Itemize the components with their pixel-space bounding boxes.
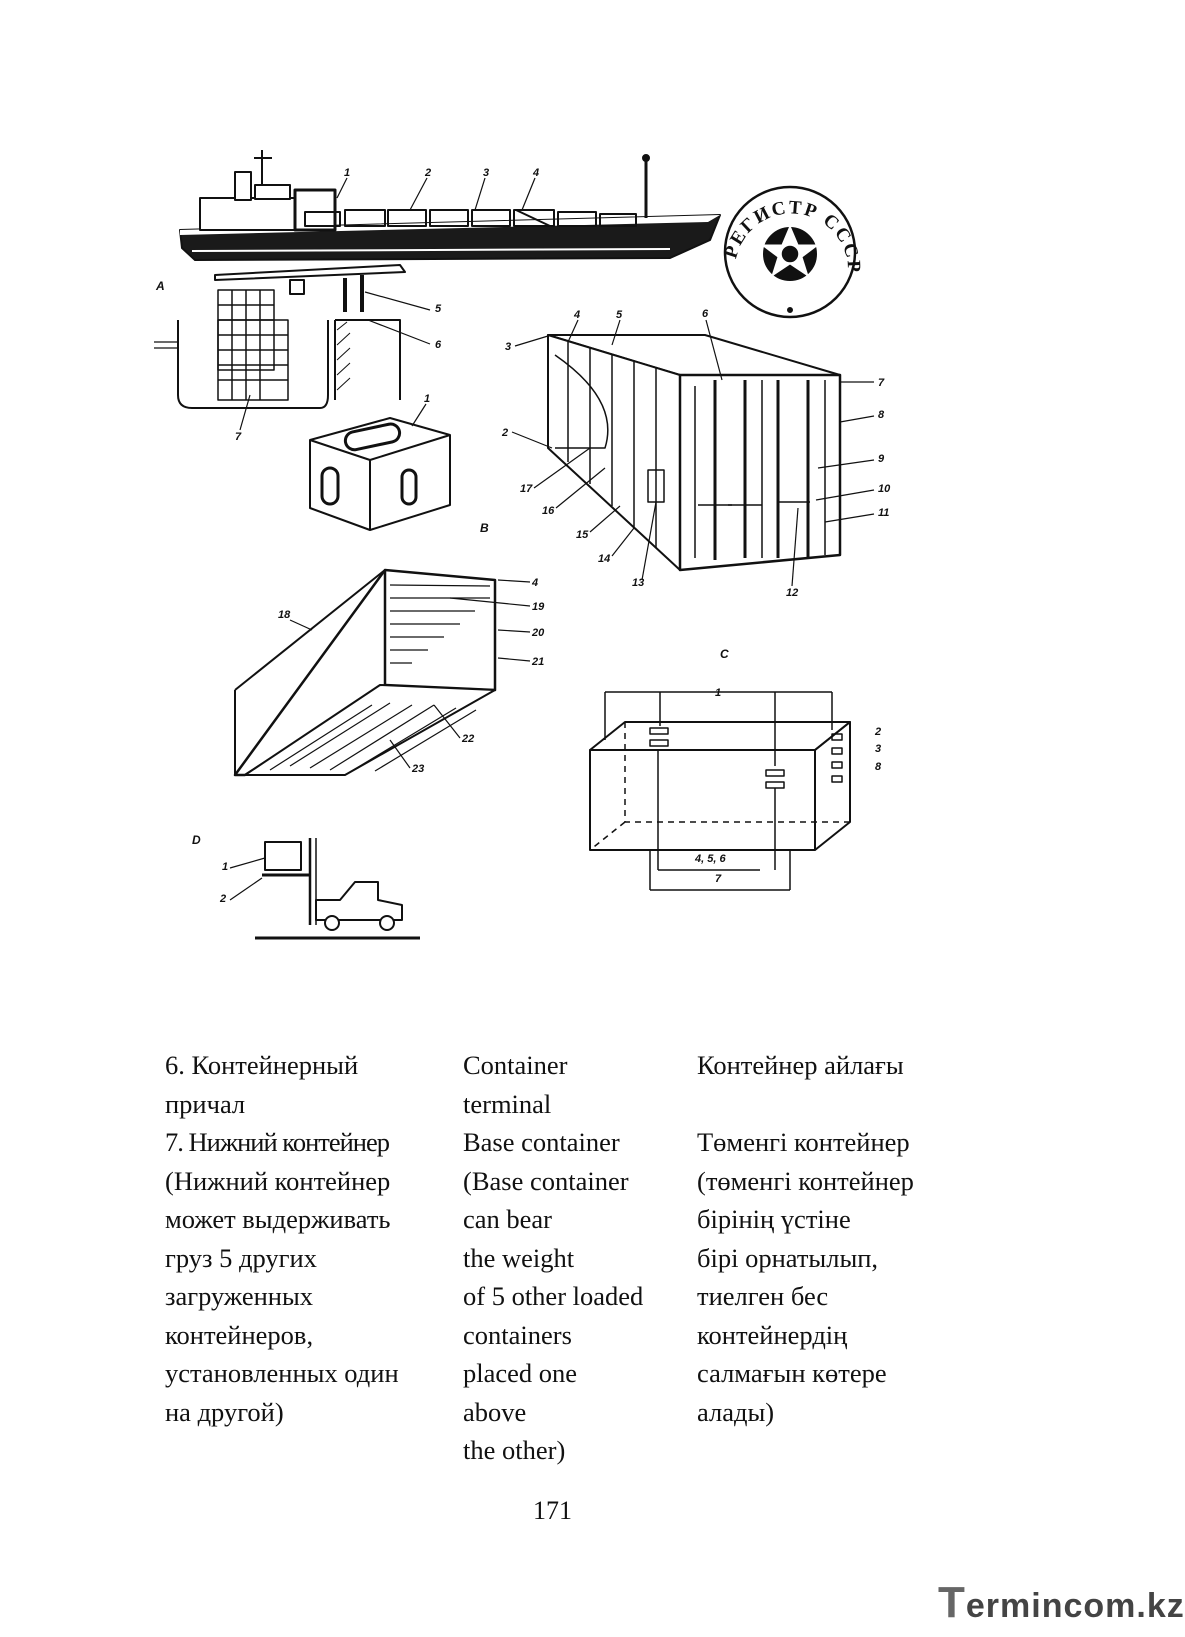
svg-text:3: 3 bbox=[875, 743, 882, 755]
container-schematic bbox=[590, 647, 882, 890]
ru-line: загруженных bbox=[165, 1281, 314, 1311]
register-stamp bbox=[720, 187, 864, 317]
svg-text:16: 16 bbox=[542, 505, 555, 517]
kazakh-column bbox=[697, 1046, 914, 1431]
watermark-first: T bbox=[938, 1578, 966, 1627]
svg-text:3: 3 bbox=[505, 341, 512, 353]
watermark-end: m.kz bbox=[1105, 1587, 1185, 1625]
en-line: (Base container bbox=[463, 1165, 629, 1196]
container-frame-drawing bbox=[235, 570, 545, 775]
section-label-b: B bbox=[480, 521, 489, 535]
ru-line: груз 5 других bbox=[165, 1242, 317, 1273]
svg-text:23: 23 bbox=[412, 763, 425, 775]
svg-text:2: 2 bbox=[875, 726, 882, 738]
svg-text:7: 7 bbox=[715, 873, 722, 885]
en-line: Container bbox=[463, 1050, 568, 1080]
berth-crane-drawing bbox=[154, 265, 442, 443]
en-line: above bbox=[463, 1396, 527, 1427]
svg-text:22: 22 bbox=[462, 733, 475, 745]
svg-text:4: 4 bbox=[574, 309, 581, 321]
ru-line: установленных один bbox=[165, 1358, 399, 1388]
svg-text:5: 5 bbox=[435, 303, 442, 315]
english-column bbox=[463, 1046, 643, 1470]
ru-line: причал bbox=[165, 1088, 246, 1119]
forklift-drawing bbox=[192, 833, 420, 938]
en-line: can bear bbox=[463, 1204, 552, 1234]
svg-text:6: 6 bbox=[702, 308, 709, 320]
svg-text:4: 4 bbox=[532, 577, 539, 589]
ru-line: (Нижний контейнер bbox=[165, 1165, 391, 1196]
svg-text:6: 6 bbox=[435, 339, 442, 351]
en-line: the other) bbox=[463, 1435, 566, 1465]
section-label-c: C bbox=[720, 647, 729, 661]
container-ship-drawing bbox=[180, 150, 720, 260]
stamp-text: РЕГИСТР СССР bbox=[720, 197, 865, 275]
ru-line: может выдерживать bbox=[165, 1204, 391, 1234]
svg-text:11: 11 bbox=[878, 507, 890, 519]
section-label-d: D bbox=[192, 833, 201, 847]
ru-line: на другой) bbox=[165, 1396, 284, 1427]
en-line: of 5 other loaded bbox=[463, 1281, 644, 1311]
svg-text:5: 5 bbox=[616, 309, 623, 321]
en-line: containers bbox=[463, 1319, 572, 1350]
en-line: the weight bbox=[463, 1242, 575, 1273]
svg-text:4, 5, 6: 4, 5, 6 bbox=[695, 853, 726, 865]
ru-line: контейнеров, bbox=[165, 1319, 314, 1350]
svg-text:3: 3 bbox=[483, 167, 490, 179]
svg-text:7: 7 bbox=[878, 377, 885, 389]
svg-text:4: 4 bbox=[533, 167, 540, 179]
kz-line-blank bbox=[697, 1085, 914, 1124]
svg-text:10: 10 bbox=[878, 483, 891, 495]
en-line: terminal bbox=[463, 1088, 552, 1119]
svg-text:1: 1 bbox=[715, 687, 722, 699]
section-label-a: A bbox=[156, 279, 165, 293]
svg-text:2: 2 bbox=[220, 893, 227, 905]
svg-text:17: 17 bbox=[520, 483, 533, 495]
svg-text:1: 1 bbox=[344, 167, 351, 179]
en-line: Base container bbox=[463, 1127, 620, 1157]
watermark-rest: erminc bbox=[965, 1587, 1084, 1625]
corner-fitting-drawing bbox=[310, 393, 450, 530]
svg-text:15: 15 bbox=[576, 529, 589, 541]
kz-line: Контейнер айлағы bbox=[697, 1050, 904, 1080]
svg-text:9: 9 bbox=[878, 453, 885, 465]
kz-line: бірінің үстіне bbox=[697, 1204, 851, 1234]
technical-illustration bbox=[150, 130, 950, 1000]
svg-text:8: 8 bbox=[875, 761, 882, 773]
container-drawing bbox=[501, 308, 891, 599]
russian-column bbox=[165, 1046, 399, 1431]
magnifier-icon: o bbox=[1083, 1587, 1106, 1625]
svg-text:1: 1 bbox=[222, 861, 229, 873]
termincom-watermark bbox=[938, 1578, 1185, 1628]
svg-text:2: 2 bbox=[425, 167, 432, 179]
ru-line: 7. Нижний контейнер bbox=[165, 1127, 389, 1157]
page-number: 171 bbox=[533, 1496, 572, 1525]
kz-line: Төменгі контейнер bbox=[697, 1127, 910, 1157]
kz-line: тиелген бес bbox=[697, 1281, 829, 1311]
svg-text:7: 7 bbox=[235, 431, 242, 443]
svg-text:2: 2 bbox=[502, 427, 509, 439]
kz-line: (төменгі контейнер bbox=[697, 1165, 914, 1196]
svg-text:1: 1 bbox=[424, 393, 431, 405]
svg-text:13: 13 bbox=[632, 577, 645, 589]
svg-text:21: 21 bbox=[532, 656, 545, 668]
en-line: placed one bbox=[463, 1358, 578, 1388]
svg-text:19: 19 bbox=[532, 601, 545, 613]
kz-line: бірі орнатылып, bbox=[697, 1242, 879, 1273]
kz-line: салмағын көтере bbox=[697, 1358, 887, 1388]
svg-text:14: 14 bbox=[598, 553, 611, 565]
ru-line: 6. Контейнерный bbox=[165, 1050, 359, 1080]
kz-line: контейнердің bbox=[697, 1319, 848, 1350]
svg-text:18: 18 bbox=[278, 609, 291, 621]
svg-text:12: 12 bbox=[786, 587, 799, 599]
kz-line: алады) bbox=[697, 1396, 775, 1427]
svg-text:20: 20 bbox=[532, 627, 545, 639]
svg-text:8: 8 bbox=[878, 409, 885, 421]
